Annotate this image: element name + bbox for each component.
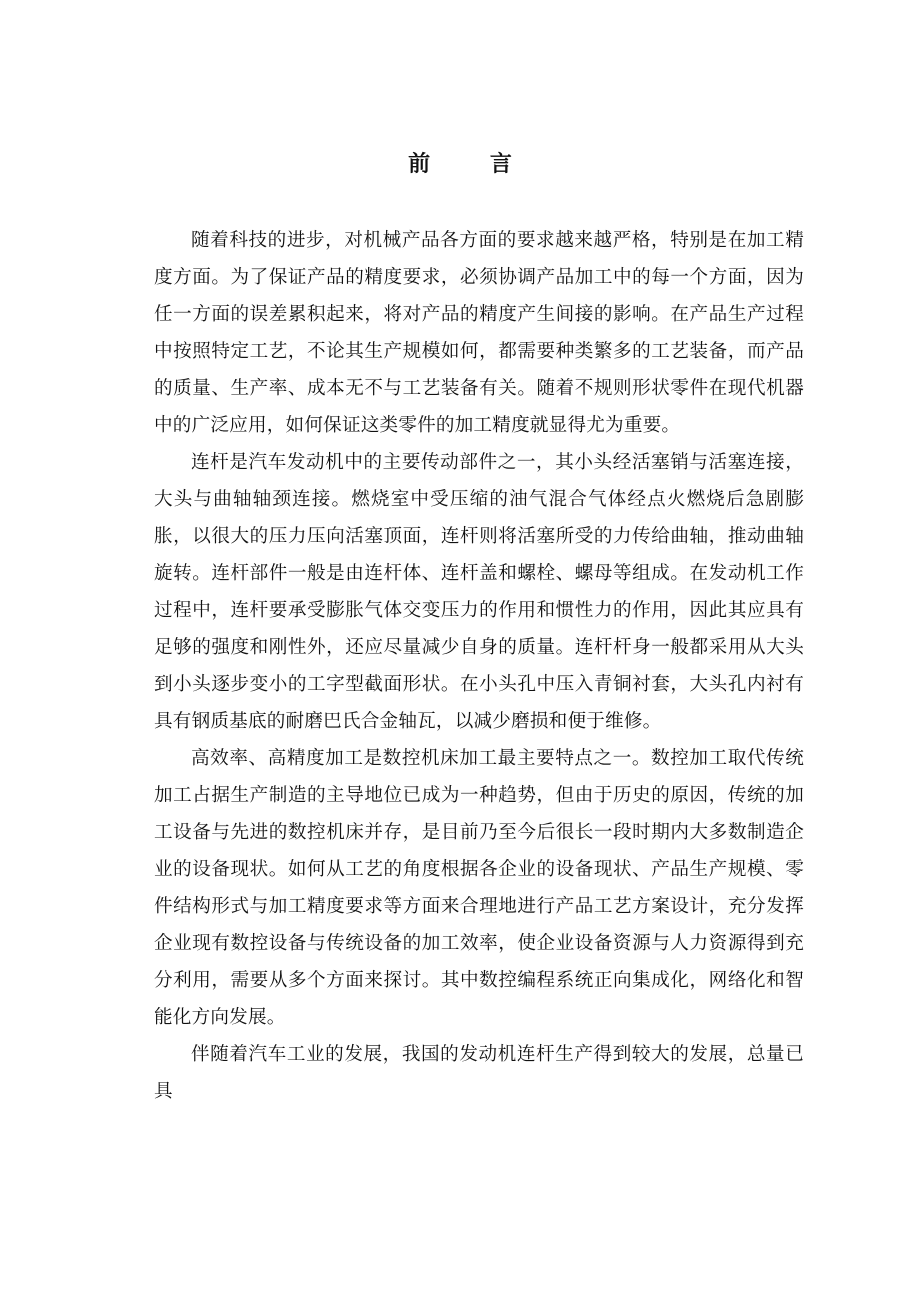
paragraph-4: 伴随着汽车工业的发展，我国的发动机连杆生产得到较大的发展，总量已具 [154, 1044, 804, 1102]
body-text [154, 222, 804, 1110]
page-title: 前 言 [408, 152, 538, 177]
paragraph-1: 随着科技的进步，对机械产品各方面的要求越来越严格，特别是在加工精度方面。为了保证产品的精度要求，必须协调产品加工中的每一个方面，因为任一方面的误差累积起来，将对产品的精度产生间接的影响。在产品生产过程中按照特定工艺，不论其生产规模如何，都需要种类繁多的工艺装备，而产品的质量、生产率、成本无不与工艺装备有关。随着不规则形状零件在现代机器中的广泛应用，如何保证这类零件的加工精度就显得尤为重要。 [154, 230, 804, 436]
paragraph-3: 高效率、高精度加工是数控机床加工最主要特点之一。数控加工取代传统加工占据生产制造的主导地位已成为一种趋势，但由于历史的原因，传统的加工设备与先进的数控机床并存，是目前乃至今后很长一段时期内大多数制造企业的设备现状。如何从工艺的角度根据各企业的设备现状、产品生产规模、零件结构形式与加工精度要求等方面来合理地进行产品工艺方案设计，充分发挥企业现有数控设备与传统设备的加工效率，使企业设备资源与人力资源得到充分利用，需要从多个方面来探讨。其中数控编程系统正向集成化，网络化和智能化方向发展。 [154, 748, 804, 1028]
paragraph-2: 连杆是汽车发动机中的主要传动部件之一，其小头经活塞销与活塞连接，大头与曲轴轴颈连接。燃烧室中受压缩的油气混合气体经点火燃烧后急剧膨胀，以很大的压力压向活塞顶面，连杆则将活塞所受的力传给曲轴，推动曲轴旋转。连杆部件一般是由连杆体、连杆盖和螺栓、螺母等组成。在发动机工作过程中，连杆要承受膨胀气体交变压力的作用和惯性力的作用，因此其应具有足够的强度和刚性外，还应尽量减少自身的质量。连杆杆身一般都采用从大头到小头逐步变小的工字型截面形状。在小头孔中压入青铜衬套，大头孔内衬有具有钢质基底的耐磨巴氏合金轴瓦，以减少磨损和便于维修。 [154, 452, 804, 732]
